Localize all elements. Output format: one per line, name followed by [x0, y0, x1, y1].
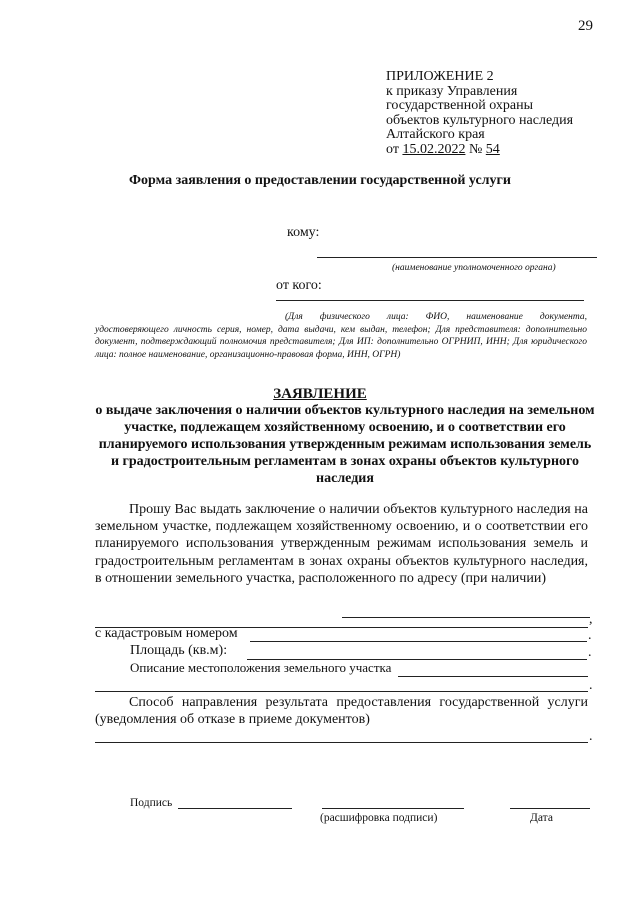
- delivery-end: .: [589, 729, 593, 744]
- delivery-method-text: Способ направления результата предоставления государственной услуги (уведомления об отказе в приеме документов): [95, 695, 588, 728]
- location-field[interactable]: [398, 676, 588, 677]
- number-prefix: №: [465, 141, 486, 157]
- sender-hint: [95, 311, 587, 361]
- area-end: .: [588, 645, 592, 660]
- sender-label: от кого:: [276, 278, 322, 293]
- cadastral-end: .: [588, 628, 592, 643]
- address-end: ,: [589, 612, 593, 627]
- appendix-line: государственной охраны: [386, 98, 534, 113]
- date-prefix: от: [386, 141, 403, 157]
- page-number: 29: [578, 18, 593, 34]
- cadastral-label: с кадастровым номером: [95, 626, 238, 641]
- signature-decode-field[interactable]: [322, 808, 464, 809]
- location-end: .: [589, 678, 593, 693]
- cadastral-field[interactable]: [250, 641, 587, 642]
- recipient-field[interactable]: [317, 257, 597, 258]
- appendix-line: объектов культурного наследия: [386, 112, 574, 128]
- declaration-subtitle: о выдаче заключения о наличии объектов культурного наследия на земельном участке, подлежащем хозяйственному освоению, и о соответствии его планируемого использования утвержденным режимам использования земель и градостроительным регламентам в зонах охраны объектов культурного наследия: [95, 403, 595, 486]
- address-field[interactable]: [342, 617, 590, 618]
- sender-hint-text: (Для физического лица: ФИО, наименование документа, удостоверяющего личность серия, номер, дата выдачи, кем выдан, телефон; Для представителя: дополнительно документ, подтверждающий полномочия представителя; Для ИП: дополнительно ОГРНИП, ИНН; Для юридического лица: полное наименование, организационно-правовая форма, ИНН, ОГРН): [95, 312, 587, 360]
- signature-decode-hint: (расшифровка подписи): [320, 812, 438, 824]
- request-paragraph: [95, 501, 588, 587]
- delivery-method-field[interactable]: [95, 742, 588, 743]
- appendix-block: [386, 70, 573, 157]
- location-field-continued[interactable]: [95, 691, 588, 692]
- area-label: Площадь (кв.м):: [130, 643, 228, 658]
- appendix-date-line: [386, 143, 573, 158]
- date-field[interactable]: [510, 808, 590, 809]
- form-title: Форма заявления о предоставлении государственной услуги: [129, 173, 511, 188]
- sender-field[interactable]: [276, 300, 584, 301]
- location-label: Описание местоположения земельного участка: [130, 660, 392, 675]
- order-number: 54: [485, 141, 500, 157]
- order-date: 15.02.2022: [402, 141, 466, 157]
- signature-label: Подпись: [130, 797, 173, 809]
- signature-field[interactable]: [178, 808, 292, 809]
- request-text: Прошу Вас выдать заключение о наличии объектов культурного наследия на земельном участке, подлежащем хозяйственному освоению, и о соответствии его планируемого использования утвержденным режимам использования земель и градостроительным регламентам в зонах охраны объектов культурного наследия, в отношении земельного участка, расположенного по адресу (при наличии): [95, 502, 588, 586]
- recipient-label: кому:: [287, 225, 320, 240]
- recipient-hint: (наименование уполномоченного органа): [392, 263, 556, 273]
- appendix-line: Алтайского края: [386, 127, 485, 142]
- declaration-title: ЗАЯВЛЕНИЕ: [273, 386, 367, 402]
- appendix-line: к приказу Управления: [386, 83, 518, 99]
- appendix-title: ПРИЛОЖЕНИЕ 2: [386, 69, 494, 84]
- date-hint: Дата: [530, 812, 553, 824]
